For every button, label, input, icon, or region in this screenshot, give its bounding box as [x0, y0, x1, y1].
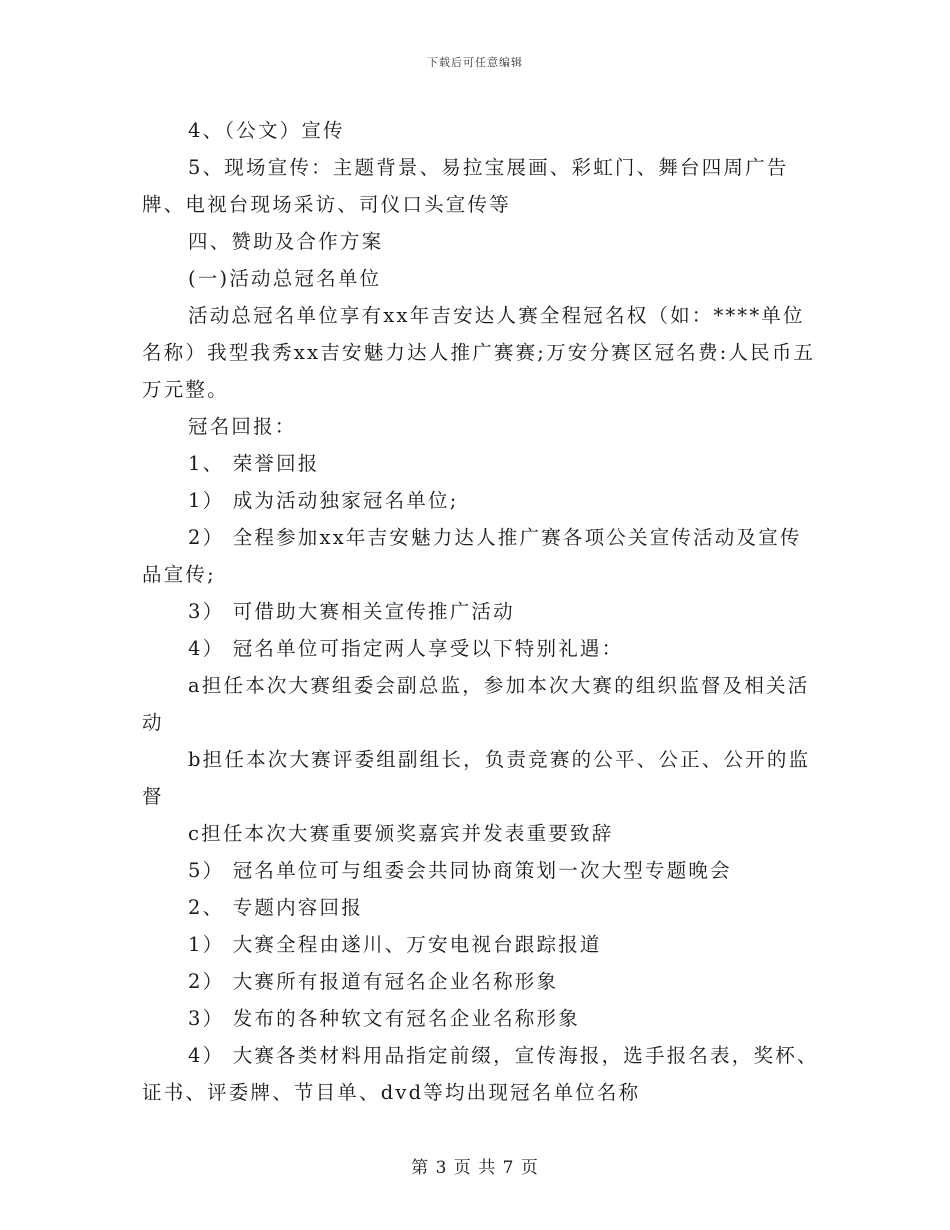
list-item: 2） 全程参加xx年吉安魅力达人推广赛各项公关宣传活动及宣传品宣传;	[142, 526, 802, 586]
list-item: 1） 大赛全程由遂川、万安电视台跟踪报道	[188, 933, 602, 956]
section-heading: 四、赞助及合作方案	[188, 230, 384, 253]
list-item: 2、 专题内容回报	[188, 896, 363, 919]
list-item: 4） 冠名单位可指定两人享受以下特别礼遇：	[188, 637, 624, 660]
list-item: 2） 大赛所有报道有冠名企业名称形象	[188, 970, 559, 993]
list-item: b担任本次大赛评委组副组长，负责竞赛的公平、公正、公开的监督	[142, 748, 811, 808]
paragraph: 4、（公文）宣传	[188, 119, 345, 142]
list-item: 3） 发布的各种软文有冠名企业名称形象	[188, 1007, 580, 1030]
paragraph: 冠名回报：	[188, 415, 297, 438]
page-header: 下载后可任意编辑	[427, 56, 523, 69]
list-item: 5） 冠名单位可与组委会共同协商策划一次大型专题晚会	[188, 859, 732, 882]
list-item: 1） 成为活动独家冠名单位;	[188, 489, 459, 512]
paragraph: 5、现场宣传：主题背景、易拉宝展画、彩虹门、舞台四周广告牌、电视台现场采访、司仪口头宣传等	[142, 156, 789, 216]
subsection-heading: (一)活动总冠名单位	[188, 267, 382, 290]
list-item: 3） 可借助大赛相关宣传推广活动	[188, 600, 515, 623]
list-item: 1、 荣誉回报	[188, 452, 320, 475]
page-number: 第 3 页 共 7 页	[411, 1158, 539, 1178]
paragraph: 活动总冠名单位享有xx年吉安达人赛全程冠名权（如：****单位名称）我型我秀xx吉安魅力达人推广赛赛;万安分赛区冠名费:人民币五万元整。	[142, 304, 816, 401]
document-body	[142, 112, 822, 1111]
list-item: a担任本次大赛组委会副总监，参加本次大赛的组织监督及相关活动	[142, 674, 810, 734]
list-item: 4） 大赛各类材料用品指定前缀，宣传海报，选手报名表，奖杯、证书、评委牌、节目单、dvd等均出现冠名单位名称	[142, 1044, 819, 1104]
list-item: c担任本次大赛重要颁奖嘉宾并发表重要致辞	[188, 822, 614, 845]
